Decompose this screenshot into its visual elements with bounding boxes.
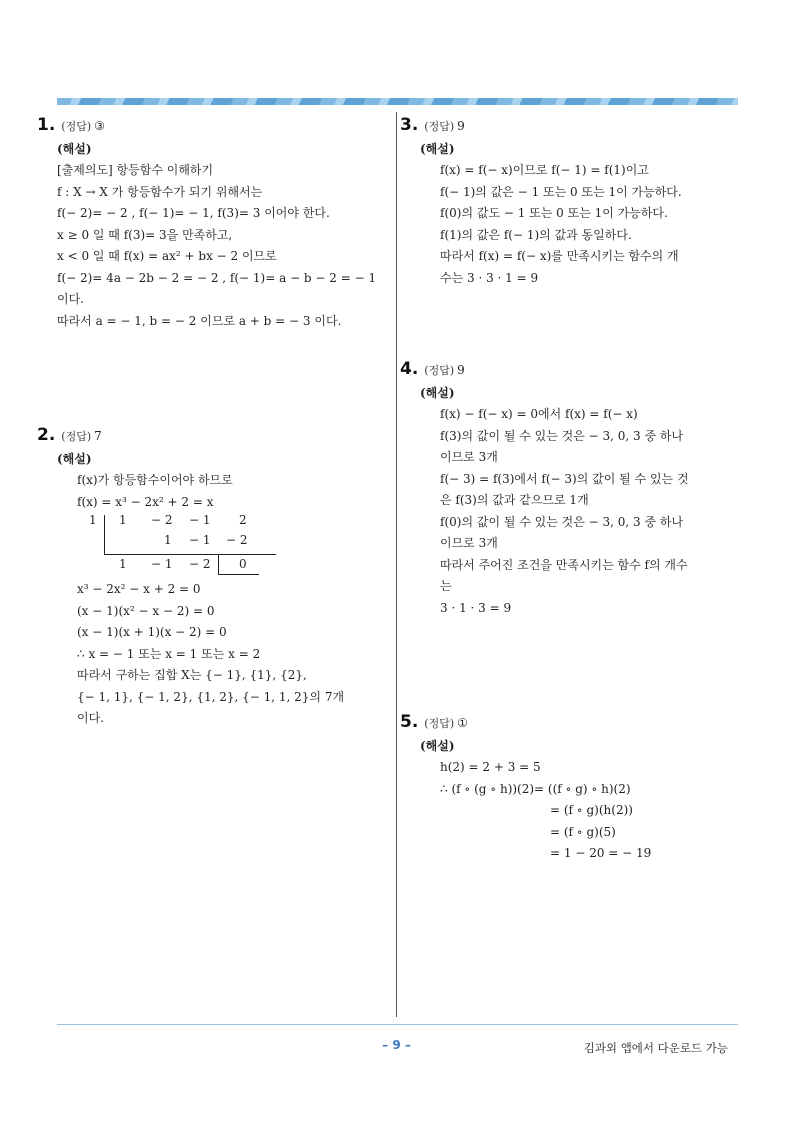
explain-line: h(2) = 2 + 3 = 5: [440, 760, 541, 774]
problem-1: [37, 114, 376, 332]
explain-line: x ≥ 0 일 때 f(3)= 3을 만족하고,: [57, 227, 233, 242]
problem-4-explanation: [440, 404, 689, 619]
problem-2: [37, 424, 344, 730]
problem-1-answer-label: (정답): [61, 120, 92, 133]
problem-1-answer-value: ③: [94, 119, 105, 133]
problem-4-explain-label: (해설): [420, 386, 455, 400]
explain-line: = (f ∘ g)(5): [550, 824, 616, 839]
problem-3-answer-value: 9: [457, 119, 465, 133]
explain-line: ∴ x = − 1 또는 x = 1 또는 x = 2: [77, 646, 261, 661]
synthetic-cell: 2: [239, 513, 247, 527]
synthetic-vertical-line: [104, 515, 105, 555]
footer-note: 김과외 앱에서 다운로드 가능: [583, 1041, 728, 1055]
problem-3-explanation: [440, 160, 682, 289]
explain-line: f(− 2)= 4a − 2b − 2 = − 2 , f(− 1)= a − b − 2 = − 1: [57, 270, 377, 285]
explain-line: 이다.: [57, 292, 84, 306]
problem-5-explanation: [440, 757, 651, 865]
problem-3: [400, 114, 682, 289]
problem-4-number: 4.: [400, 359, 419, 379]
explain-line: 수는 3 · 3 · 1 = 9: [440, 270, 539, 285]
problem-1-header: [37, 114, 376, 136]
synthetic-divisor: 1: [89, 513, 97, 527]
explain-line: 이므로 3개: [440, 450, 498, 464]
explain-line: f(− 1)의 값은 − 1 또는 0 또는 1이 가능하다.: [440, 184, 682, 199]
synthetic-cell: − 2: [226, 533, 248, 547]
problem-5-answer-value: ①: [457, 716, 468, 730]
explain-line: 따라서 주어진 조건을 만족시키는 함수 f의 개수: [440, 557, 688, 572]
synthetic-remainder: 0: [239, 557, 247, 571]
problem-2-explanation: [77, 470, 344, 730]
explain-line: 따라서 f(x) = f(− x)를 만족시키는 함수의 개: [440, 249, 679, 263]
explain-line: 따라서 a = − 1, b = − 2 이므로 a + b = − 3 이다.: [57, 313, 342, 328]
column-divider: [396, 112, 397, 1017]
synthetic-cell: 1: [164, 533, 172, 547]
explain-line: {− 1, 1}, {− 1, 2}, {1, 2}, {− 1, 1, 2}의 7개: [77, 689, 345, 704]
explain-line: f(3)의 값이 될 수 있는 것은 − 3, 0, 3 중 하나: [440, 428, 684, 443]
page-number: – 9 –: [382, 1038, 411, 1052]
explain-line: x³ − 2x² − x + 2 = 0: [77, 582, 201, 596]
explain-line: [출제의도] 항등함수 이해하기: [57, 163, 214, 177]
problem-3-header: [400, 114, 682, 136]
problem-4: [400, 358, 689, 619]
explain-line: = 1 − 20 = − 19: [550, 846, 652, 860]
explain-line: f(− 3) = f(3)에서 f(− 3)의 값이 될 수 있는 것: [440, 471, 689, 486]
synthetic-cell: − 2: [151, 513, 173, 527]
problem-1-number: 1.: [37, 115, 56, 135]
explain-line: 은 f(3)의 값과 같으므로 1개: [440, 493, 589, 507]
problem-5-explain-label: (해설): [420, 739, 455, 753]
explain-line: x < 0 일 때 f(x) = ax² + bx − 2 이므로: [57, 249, 277, 263]
problem-5-answer-label: (정답): [424, 717, 455, 730]
problem-4-header: [400, 358, 689, 380]
explain-line: f(0)의 값도 − 1 또는 0 또는 1이 가능하다.: [440, 206, 668, 220]
problem-2-header: [37, 424, 344, 446]
explain-line: f(x) = f(− x)이므로 f(− 1) = f(1)이고: [440, 163, 649, 177]
explain-line: f : X → X 가 항등함수가 되기 위해서는: [57, 184, 263, 199]
problem-3-answer-label: (정답): [424, 120, 455, 133]
explain-line: f(x)가 항등함수이어야 하므로: [77, 473, 233, 487]
problem-3-explain-label: (해설): [420, 142, 455, 156]
problem-5-header: [400, 711, 651, 733]
problem-1-explain-label: (해설): [57, 142, 92, 156]
footer-divider: [57, 1024, 738, 1025]
problem-2-number: 2.: [37, 425, 56, 445]
synthetic-division: [83, 513, 273, 575]
explain-line: 는: [440, 579, 452, 593]
synthetic-cell: − 1: [189, 513, 211, 527]
problem-4-answer-label: (정답): [424, 364, 455, 377]
header-decorative-bar: [57, 98, 738, 105]
explain-line: f(− 2)= − 2 , f(− 1)= − 1, f(3)= 3 이어야 한다.: [57, 206, 330, 220]
explain-line: f(1)의 값은 f(− 1)의 값과 동일하다.: [440, 227, 632, 242]
problem-2-explain-label: (해설): [57, 452, 92, 466]
explain-line: 3 · 1 · 3 = 9: [440, 600, 512, 615]
explain-line: (x − 1)(x + 1)(x − 2) = 0: [77, 625, 227, 639]
explain-line: 이므로 3개: [440, 536, 498, 550]
explain-line: = (f ∘ g)(h(2)): [550, 803, 633, 817]
problem-5: [400, 711, 651, 865]
synthetic-cell: − 2: [189, 557, 211, 571]
synthetic-cell: − 1: [151, 557, 173, 571]
problem-1-explanation: [57, 160, 376, 332]
problem-2-answer-value: 7: [94, 429, 102, 443]
explain-line: 이다.: [77, 711, 104, 725]
explain-line: f(0)의 값이 될 수 있는 것은 − 3, 0, 3 중 하나: [440, 514, 684, 529]
explain-line: f(x) = x³ − 2x² + 2 = x: [77, 494, 214, 509]
synthetic-cell: 1: [119, 513, 127, 527]
problem-5-number: 5.: [400, 712, 419, 732]
explain-line: f(x) − f(− x) = 0에서 f(x) = f(− x): [440, 407, 638, 421]
problem-3-number: 3.: [400, 115, 419, 135]
synthetic-cell: 1: [119, 557, 127, 571]
explain-line: (x − 1)(x² − x − 2) = 0: [77, 603, 215, 618]
explain-line: 따라서 구하는 집합 X는 {− 1}, {1}, {2},: [77, 668, 307, 682]
synthetic-cell: − 1: [189, 533, 211, 547]
problem-4-answer-value: 9: [457, 363, 465, 377]
explain-line: ∴ (f ∘ (g ∘ h))(2)= ((f ∘ g) ∘ h)(2): [440, 781, 631, 796]
problem-2-answer-label: (정답): [61, 430, 92, 443]
